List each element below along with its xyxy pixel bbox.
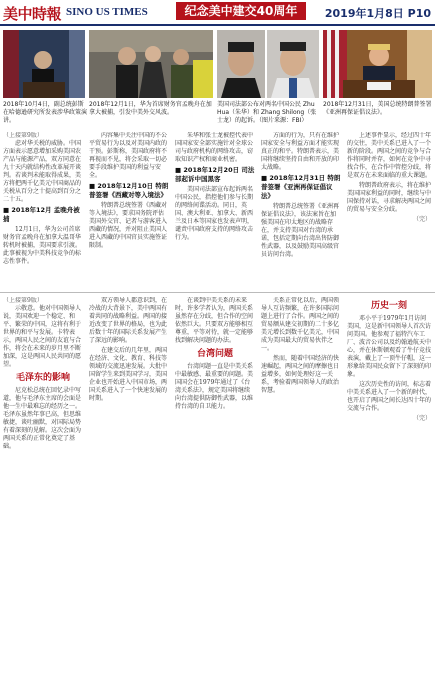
newspaper-logo: 美中時報 bbox=[3, 5, 62, 23]
caption-photo-2: 2018年12月1日，华为首席财务官孟晚舟在加拿大被捕，引发中美外交风波。 bbox=[89, 101, 212, 116]
subhead: ■ 2018年12月 孟晚舟被捕 bbox=[3, 206, 80, 223]
paragraph: 示敬意。他对中国领导人说，美国欢迎一个稳定、和平、繁荣的中国，这将有利于世界的和平与发展。卡特表示，两国人民之间的友谊与合作，将会在未来的岁月里不断加深，这是两国人民共同的愿望。 bbox=[3, 305, 82, 368]
paragraph: 方面的行为，只有在维护国家安全与利益方面才能实现真正的和平。特朗普表示，美国将继续坚持自由和开放的印太战略。 bbox=[261, 132, 340, 171]
section-banner: 纪念美中建交40周年 bbox=[176, 2, 306, 20]
paragraph: 在建交后的几年里，两国在经济、文化、教育、科技等领域的交流迅速发展。大批中国留学生来到美国学习，美国企业也开始进入中国市场，两国关系进入了一个快速发展的时期。 bbox=[89, 347, 168, 402]
caption-photo-3: 美国司法部公布对两名中国公民 Zhu Hua（朱华）和 Zhang Shilong（张士龙）的起诉。（图片来源：FBI） bbox=[217, 101, 317, 124]
paragraph: 虑对华关税的威胁。中国方面表示愿意增加采购美国农产品与能源产品，双方同意在九十天内就结构性改革展开谈判。若谈判未能取得成果，美方将把两千亿美元中国商品的关税从百分之十提高到百分之二十五。 bbox=[3, 140, 82, 203]
masthead bbox=[0, 0, 435, 22]
paragraph: 在谈到中美关系的未来时，许多学者认为，两国关系虽然存在分歧，但合作的空间依然巨大。只要双方能够相互尊重，平等对待，就一定能够找到解决问题的办法。 bbox=[175, 297, 254, 344]
upper-column-1 bbox=[3, 132, 83, 287]
paragraph: 然而，随着中国经济的快速崛起，两国之间的摩擦也日益增多，如何处理好这一关系，考验着两国领导人的政治智慧。 bbox=[261, 355, 340, 394]
paragraph: 特朗普总统签署《西藏对等入境法》，要求国务院评估美国外交官、记者与游客进入西藏的情况，并对阻止美国人进入西藏的中国官员实施签证限制。 bbox=[89, 202, 168, 249]
section-divider bbox=[0, 292, 435, 293]
subhead: ■ 2018年12月10日 特朗普签署《西藏对等入境法》 bbox=[89, 182, 169, 199]
masthead-rule bbox=[0, 24, 435, 26]
subhead: ■ 2018年12月31日 特朗普签署《亚洲再保证倡议法》 bbox=[261, 174, 341, 200]
lower-column-3 bbox=[175, 297, 255, 697]
photo-meng-wanzhou bbox=[89, 30, 213, 98]
continued-from-note: （上接第9版） bbox=[3, 132, 43, 139]
lower-column-4 bbox=[261, 297, 341, 697]
caption-photo-1: 2018年10月4日，副总统彭斯在哈德逊研究所发表涉华政策演讲。 bbox=[3, 101, 88, 124]
upper-column-2 bbox=[89, 132, 169, 287]
paragraph: 美国司法部宣布起诉两名中国公民，指控他们参与长期的网络间谍活动。同日，英国、澳大利亚、加拿大、新西兰及日本等国家也发表声明，谴责中国政府支持的网络攻击行为。 bbox=[175, 186, 254, 241]
upper-column-5 bbox=[347, 132, 431, 287]
section-heading: 台湾问题 bbox=[196, 349, 233, 359]
paragraph: 邓小平于1979年1月访问美国，这是新中国领导人首次访问美国。他参观了福特汽车工厂、波音公司以及约翰逊航天中心，并在休斯顿观看了牛仔竞技表演，戴上了一顶牛仔帽，这一形象给美国民众留下了深刻的印象。 bbox=[347, 315, 431, 378]
paragraph: 台湾问题一直是中美关系中最敏感、最重要的问题。美国国会在1979年通过了《台湾关系法》，规定美国将继续向台湾提供防御性武器，以维持台湾的自卫能力。 bbox=[175, 363, 254, 410]
paragraph: 内容集中关注中国的不公平贸易行为以及对美国内政的干预。彭斯称，美国政府将不再视而不见，将会采取一切必要手段维护美国的利益与安全。 bbox=[89, 132, 168, 179]
lower-column-5 bbox=[347, 297, 431, 697]
subhead: ■ 2018年12月20日 司法部起诉中国黑客 bbox=[175, 166, 255, 183]
section-heading: 历史一刻 bbox=[370, 301, 407, 311]
caption-photo-4: 2018年12月31日，美国总统特朗普签署《亚洲再保证倡议法》。 bbox=[323, 101, 432, 116]
section-heading: 毛泽东的影响 bbox=[15, 373, 70, 383]
end-mark: （完） bbox=[412, 415, 431, 422]
page-dateline: 2019年1月8日 P10 bbox=[324, 7, 431, 20]
end-mark: （完） bbox=[412, 216, 431, 223]
lower-column-2 bbox=[89, 297, 169, 697]
paragraph: 这次历史性的访问，标志着中美关系进入了一个新的时代，也开启了两国之间长达四十年的交流与合作。 bbox=[347, 381, 431, 412]
lower-column-1 bbox=[3, 297, 83, 697]
newspaper-english-name: SINO US TIMES bbox=[66, 6, 148, 18]
photo-zhu-hua bbox=[217, 30, 265, 98]
paragraph: 上述事件显示，经过四十年的交往，美中关系已进入了一个新的阶段。两国之间的竞争与合作将同时并存，如何在竞争中寻找合作，在合作中管控分歧，将是双方在未来面临的重大课题。 bbox=[347, 132, 431, 179]
paragraph: 12月1日，华为公司首席财务官孟晚舟在加拿大温哥华转机时被捕，美国要求引渡。此事被视为中美科技竞争的标志性事件。 bbox=[3, 226, 82, 265]
photo-trump-signing bbox=[323, 30, 432, 98]
paragraph: 尼克松总统在回忆录中写道，他与毛泽东主席的会面是他一生中最难忘的经历之一。毛泽东虽然年事已高，但思维敏捷，谈吐幽默，对国际局势有着深刻的见解。这次会面为两国关系的正常化奠定了基础。 bbox=[3, 387, 82, 450]
upper-column-3 bbox=[175, 132, 255, 287]
paragraph: 朱华和张士龙被控代表中国国家安全部实施针对全球公司与政府机构的网络攻击，窃取知识产权和商业机密。 bbox=[175, 132, 254, 163]
upper-column-4 bbox=[261, 132, 341, 287]
paragraph: 关系正常化以后，两国领导人互访频繁，在许多国际问题上进行了合作。两国之间的贸易额从建交初期的二十多亿美元增长到数千亿美元，中国成为美国最大的贸易伙伴之一。 bbox=[261, 297, 340, 352]
continued-from-note: （上接第9版） bbox=[3, 297, 43, 304]
photo-pence-speech bbox=[3, 30, 85, 98]
paragraph: 双方领导人都意识到，在冷战的大背景下，美中两国有着共同的战略利益。两国的接近改变了世界的格局，也为此后数十年的国际关系发展产生了深远的影响。 bbox=[89, 297, 168, 344]
paragraph: 特朗普政府表示，将在维护美国国家利益的同时，继续与中国保持对话，寻求解决两国之间的贸易与安全分歧。 bbox=[347, 182, 431, 213]
photo-zhang-shilong bbox=[267, 30, 319, 98]
paragraph: 特朗普总统签署《亚洲再保证倡议法》，该法案旨在加强美国在印太地区的战略存在，并支持美国对台湾的承诺，包括定期向台湾出售防御性武器，以及鼓励美国高级官员访问台湾。 bbox=[261, 203, 340, 258]
